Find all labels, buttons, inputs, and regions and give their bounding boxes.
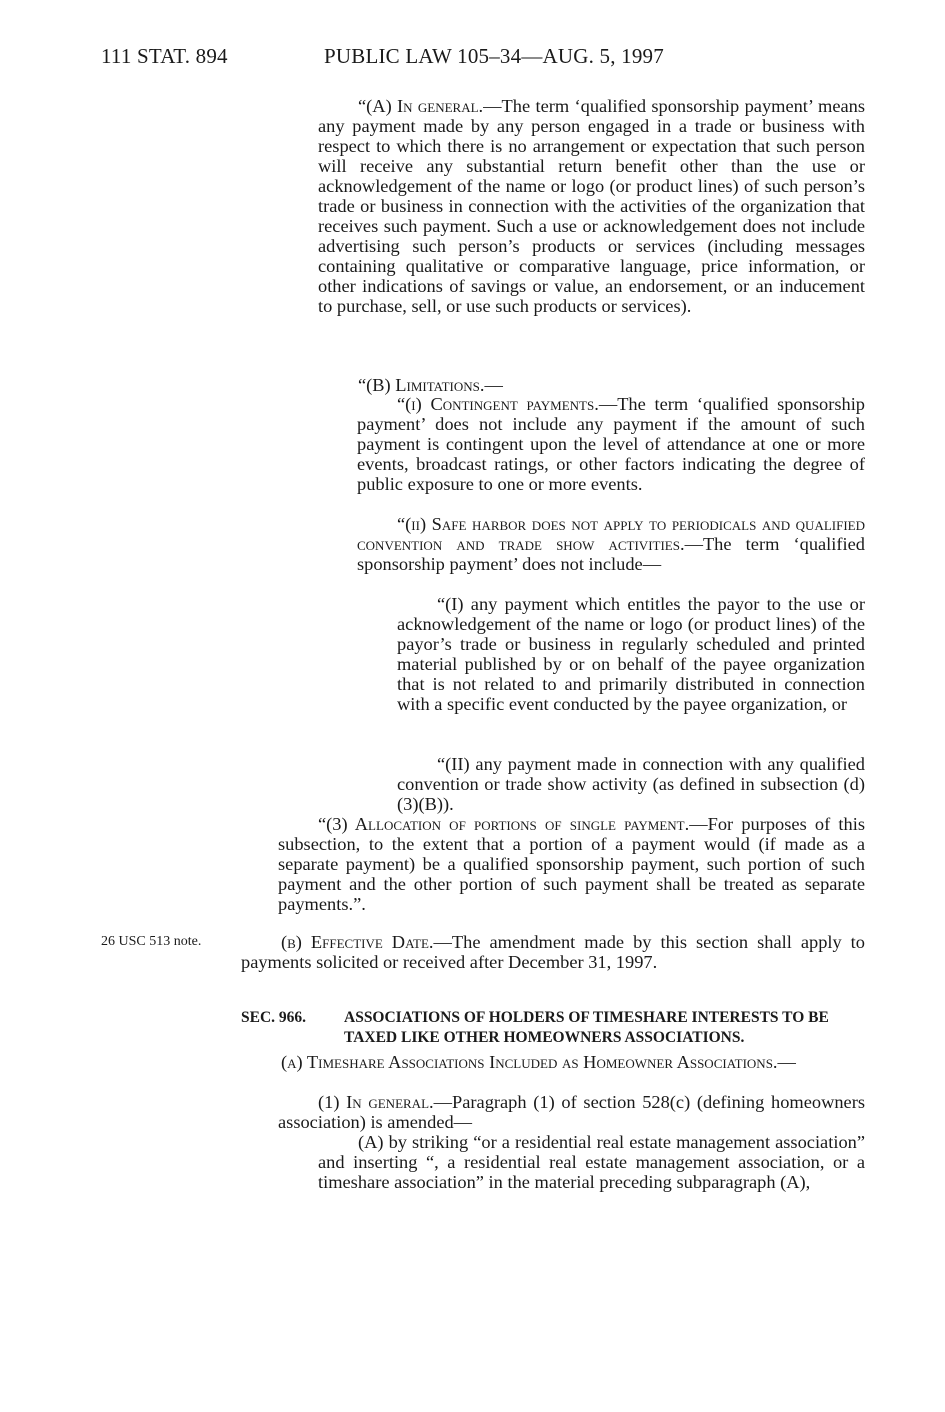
subparagraph-a-striking: (A) by striking “or a residential real estate management association” and inserting “, a residential real estate management association, or a timeshare association” in the material preceding subparagraph (A), bbox=[318, 1132, 865, 1192]
paragraph-text: —For purposes of this subsection, to the extent that a portion of a payment would (if made as a separate payment) be a qualified sponsorship payment, such portion of such payment and the other portion of such payment shall be treated as separate payments.”. bbox=[278, 814, 865, 914]
paragraph-heading: (1) In general. bbox=[318, 1092, 434, 1112]
section-number: SEC. 966. bbox=[241, 1009, 307, 1026]
paragraph-text: —Paragraph (1) of section 528(c) (defining homeowners association) is amended— bbox=[278, 1092, 865, 1132]
clause-i-contingent-payments bbox=[357, 394, 865, 494]
paragraph-heading: “(B) Limitations. bbox=[358, 375, 485, 395]
paragraph-text: — bbox=[777, 1052, 796, 1072]
paragraph-heading: “(i) Contingent payments. bbox=[397, 394, 599, 414]
paragraph-a-in-general bbox=[318, 96, 865, 316]
subclause-ii: “(II) any payment made in connection with any qualified convention or trade show activity (as defined in subsection (d)(3)(B)). bbox=[397, 754, 865, 814]
section-title: ASSOCIATIONS OF HOLDERS OF TIMESHARE INTERESTS TO BE TAXED LIKE OTHER HOMEOWNERS ASSOCIATIONS. bbox=[344, 1009, 829, 1046]
paragraph-heading: “(ii) Safe harbor does not apply to periodicals and qualified convention and trade show activities. bbox=[357, 514, 865, 554]
paragraph-text: —The term ‘qualified sponsorship payment’ does not include any payment if the amount of such payment is contingent upon the level of attendance at one or more events, broadcast ratings, or other factors indicating the degree of public exposure to one or more events. bbox=[357, 394, 866, 494]
margin-note: 26 USC 513 note. bbox=[101, 934, 202, 949]
paragraph-b-limitations bbox=[318, 375, 865, 395]
subsection-b-effective-date bbox=[241, 932, 865, 972]
paragraph-heading: (a) Timeshare Associations Included as Homeowner Associations. bbox=[281, 1052, 778, 1072]
paragraph-3-allocation bbox=[278, 814, 865, 914]
paragraph-text: —The amendment made by this section shall apply to payments solicited or received after December 31, 1997. bbox=[241, 932, 865, 972]
paragraph-heading: “(3) Allocation of portions of single payment. bbox=[318, 814, 690, 834]
paragraph-heading: “(A) In general. bbox=[358, 96, 484, 116]
subsection-a-timeshare bbox=[241, 1052, 865, 1072]
paragraph-text: —The term ‘qualified sponsorship payment’ does not include— bbox=[357, 534, 865, 574]
paragraph-1-in-general bbox=[278, 1092, 865, 1132]
paragraph-text: — bbox=[484, 375, 503, 395]
public-law-title: PUBLIC LAW 105–34—AUG. 5, 1997 bbox=[324, 44, 664, 68]
paragraph-heading: (b) Effective Date. bbox=[281, 932, 434, 952]
paragraph-text: —The term ‘qualified sponsorship payment’ means any payment made by any person engaged in a trade or business with respect to which there is no arrangement or expectation that such person will receive any substantial return benefit other than the use or acknowledgement of the name or logo (or product lines) of such person’s trade or business in connection with the activities of the organization that receives such payment. Such a use or acknowledgement does not include advertising such person’s products or services (including messages containing qualitative or comparative language, price information, or other indications of savings or value, an endorsement, or an inducement to purchase, sell, or use such products or services). bbox=[318, 96, 865, 316]
section-966-heading bbox=[241, 1008, 865, 1048]
clause-ii-safe-harbor bbox=[357, 514, 865, 574]
statute-page-number: 111 STAT. 894 bbox=[101, 44, 228, 68]
subclause-i: “(I) any payment which entitles the payor to the use or acknowledgement of the name or logo (or product lines) of the payor’s trade or business in regularly scheduled and printed material published by or on behalf of the payee organization that is not related to and primarily distributed in connection with a specific event conducted by the payee organization, or bbox=[397, 594, 865, 714]
